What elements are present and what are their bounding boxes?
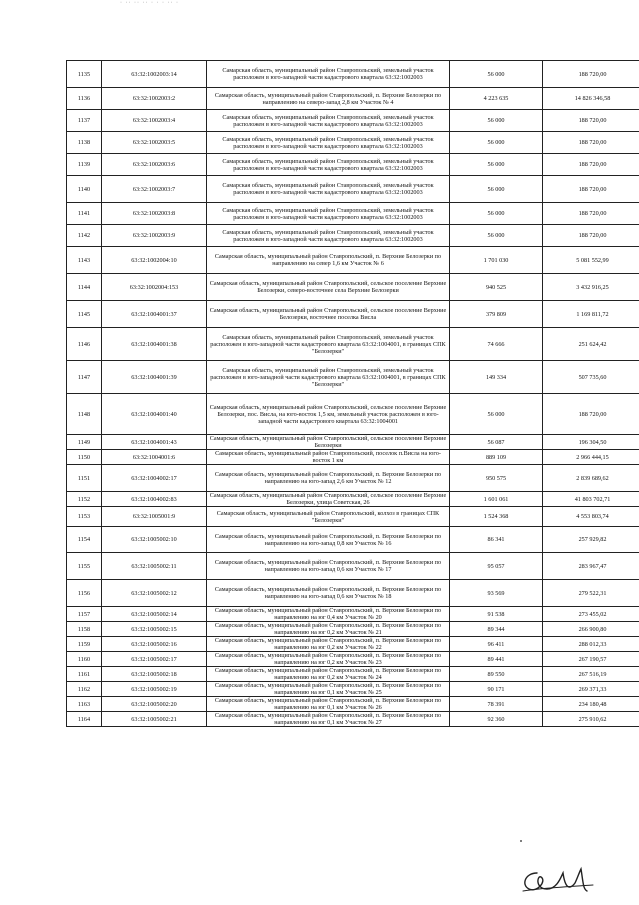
cadastral-number-cell: 63:32:1005002:11	[102, 553, 207, 580]
cadastral-value-cell: 188 720,00	[543, 154, 639, 176]
cadastral-number-cell: 63:32:1002003:8	[102, 203, 207, 225]
land-parcel-table	[66, 60, 639, 727]
table-row	[67, 394, 639, 435]
cadastral-value-cell: 507 735,60	[543, 361, 639, 394]
table-row	[67, 154, 639, 176]
row-number-cell: 1136	[67, 88, 102, 110]
address-cell: Самарская область, муниципальный район Ставропольский, п. Верхние Белозерки по направлению на северо-запад 2,8 км Участок № 4	[207, 88, 450, 110]
table-row	[67, 712, 639, 727]
address-cell: Самарская область, муниципальный район Ставропольский, земельный участок расположен в юго-западной части кадастрового квартала 63:32:1002003	[207, 225, 450, 247]
cadastral-number-cell: 63:32:1004001:37	[102, 301, 207, 328]
row-number-cell: 1153	[67, 507, 102, 527]
cadastral-number-cell: 63:32:1004001:39	[102, 361, 207, 394]
address-cell: Самарская область, муниципальный район Ставропольский, сельское поселение Верхние Белозерки	[207, 435, 450, 450]
address-cell: Самарская область, муниципальный район Ставропольский, земельный участок расположен в юго-западной части кадастрового квартала 63:32:1004001, в границах СПК "Белозерки"	[207, 361, 450, 394]
table-row	[67, 607, 639, 622]
cadastral-number-cell: 63:32:1002003:2	[102, 88, 207, 110]
area-cell: 56 087	[450, 435, 543, 450]
table-row	[67, 580, 639, 607]
table-row	[67, 88, 639, 110]
area-cell: 1 701 030	[450, 247, 543, 274]
area-cell: 92 360	[450, 712, 543, 727]
cadastral-value-cell: 14 826 346,58	[543, 88, 639, 110]
row-number-cell: 1138	[67, 132, 102, 154]
row-number-cell: 1142	[67, 225, 102, 247]
table-row	[67, 328, 639, 361]
cadastral-number-cell: 63:32:1005002:16	[102, 637, 207, 652]
cadastral-value-cell: 5 081 552,99	[543, 247, 639, 274]
address-cell: Самарская область, муниципальный район Ставропольский, п. Верхние Белозерки по направлению на юго-запад 2,6 км Участок № 12	[207, 465, 450, 492]
cadastral-value-cell: 267 516,19	[543, 667, 639, 682]
cadastral-number-cell: 63:32:1002004:10	[102, 247, 207, 274]
row-number-cell: 1154	[67, 527, 102, 553]
cadastral-value-cell: 273 455,02	[543, 607, 639, 622]
cadastral-value-cell: 2 966 444,15	[543, 450, 639, 465]
table-row	[67, 527, 639, 553]
address-cell: Самарская область, муниципальный район Ставропольский, земельный участок расположен в юго-западной части кадастрового квартала 63:32:1002003	[207, 132, 450, 154]
table-row	[67, 247, 639, 274]
address-cell: Самарская область, муниципальный район Ставропольский, п. Верхние Белозерки по направлению на юг 0,1 км Участок № 26	[207, 697, 450, 712]
row-number-cell: 1143	[67, 247, 102, 274]
area-cell: 78 391	[450, 697, 543, 712]
row-number-cell: 1139	[67, 154, 102, 176]
cadastral-number-cell: 63:32:1005002:20	[102, 697, 207, 712]
cadastral-number-cell: 63:32:1004001:43	[102, 435, 207, 450]
cadastral-value-cell: 279 522,31	[543, 580, 639, 607]
row-number-cell: 1159	[67, 637, 102, 652]
row-number-cell: 1141	[67, 203, 102, 225]
cadastral-value-cell: 188 720,00	[543, 132, 639, 154]
cadastral-value-cell: 188 720,00	[543, 61, 639, 88]
address-cell: Самарская область, муниципальный район Ставропольский, сельское поселение Верхние Белозерки, северо-восточнее села Верхние Белозерки	[207, 274, 450, 301]
row-number-cell: 1146	[67, 328, 102, 361]
cadastral-number-cell: 63:32:1004002:83	[102, 492, 207, 507]
address-cell: Самарская область, муниципальный район Ставропольский, сельское поселение Верхние Белозерки, улица Советская, 26	[207, 492, 450, 507]
address-cell: Самарская область, муниципальный район Ставропольский, п. Верхние Белозерки по направлению на юго-запад 0,6 км Участок № 18	[207, 580, 450, 607]
address-cell: Самарская область, муниципальный район Ставропольский, п. Верхние Белозерки по направлению на юг 0,4 км Участок № 20	[207, 607, 450, 622]
cadastral-number-cell: 63:32:1002004:153	[102, 274, 207, 301]
table-row	[67, 667, 639, 682]
cadastral-value-cell: 4 553 803,74	[543, 507, 639, 527]
cadastral-value-cell: 275 910,62	[543, 712, 639, 727]
table-row	[67, 465, 639, 492]
area-cell: 74 666	[450, 328, 543, 361]
row-number-cell: 1157	[67, 607, 102, 622]
cadastral-value-cell: 288 012,33	[543, 637, 639, 652]
table-row	[67, 435, 639, 450]
area-cell: 149 334	[450, 361, 543, 394]
area-cell: 56 000	[450, 110, 543, 132]
cadastral-value-cell: 188 720,00	[543, 394, 639, 435]
address-cell: Самарская область, муниципальный район Ставропольский, п. Верхние Белозерки по направлению на север 1,6 км Участок № 6	[207, 247, 450, 274]
table-row	[67, 132, 639, 154]
row-number-cell: 1135	[67, 61, 102, 88]
address-cell: Самарская область, муниципальный район Ставропольский, сельское поселение Верхние Белозерки, пос. Висла, на юго-восток 1,5 км, земельный участок расположен в юго-западной части кадастрового квартала 63:32:1004001	[207, 394, 450, 435]
area-cell: 4 223 635	[450, 88, 543, 110]
address-cell: Самарская область, муниципальный район Ставропольский, земельный участок расположен в юго-западной части кадастрового квартала 63:32:1002003	[207, 176, 450, 203]
scan-mark	[520, 840, 522, 842]
table-row	[67, 682, 639, 697]
area-cell: 940 525	[450, 274, 543, 301]
cadastral-value-cell: 3 432 916,25	[543, 274, 639, 301]
cadastral-value-cell: 1 169 811,72	[543, 301, 639, 328]
area-cell: 96 411	[450, 637, 543, 652]
cadastral-number-cell: 63:32:1005002:19	[102, 682, 207, 697]
table-row	[67, 361, 639, 394]
area-cell: 56 000	[450, 154, 543, 176]
cadastral-number-cell: 63:32:1005002:15	[102, 622, 207, 637]
table-row	[67, 450, 639, 465]
row-number-cell: 1137	[67, 110, 102, 132]
row-number-cell: 1144	[67, 274, 102, 301]
scan-header-fragment: · ·· ·· ·· · · · ·· ·	[120, 0, 179, 6]
area-cell: 95 057	[450, 553, 543, 580]
area-cell: 89 550	[450, 667, 543, 682]
address-cell: Самарская область, муниципальный район Ставропольский, п. Верхние Белозерки по направлению на юг 0,2 км Участок № 21	[207, 622, 450, 637]
cadastral-number-cell: 63:32:1002003:9	[102, 225, 207, 247]
row-number-cell: 1164	[67, 712, 102, 727]
cadastral-number-cell: 63:32:1005002:10	[102, 527, 207, 553]
cadastral-value-cell: 188 720,00	[543, 176, 639, 203]
cadastral-number-cell: 63:32:1005002:12	[102, 580, 207, 607]
cadastral-number-cell: 63:32:1004002:17	[102, 465, 207, 492]
row-number-cell: 1163	[67, 697, 102, 712]
cadastral-number-cell: 63:32:1005002:17	[102, 652, 207, 667]
area-cell: 56 000	[450, 203, 543, 225]
row-number-cell: 1151	[67, 465, 102, 492]
area-cell: 56 000	[450, 61, 543, 88]
cadastral-value-cell: 266 900,80	[543, 622, 639, 637]
area-cell: 89 344	[450, 622, 543, 637]
cadastral-number-cell: 63:32:1004001:40	[102, 394, 207, 435]
row-number-cell: 1156	[67, 580, 102, 607]
row-number-cell: 1162	[67, 682, 102, 697]
cadastral-number-cell: 63:32:1002003:5	[102, 132, 207, 154]
area-cell: 889 109	[450, 450, 543, 465]
row-number-cell: 1150	[67, 450, 102, 465]
address-cell: Самарская область, муниципальный район Ставропольский, п. Верхние Белозерки по направлению на юг 0,2 км Участок № 23	[207, 652, 450, 667]
address-cell: Самарская область, муниципальный район Ставропольский, земельный участок расположен в юго-западной части кадастрового квартала 63:32:1002003	[207, 61, 450, 88]
cadastral-number-cell: 63:32:1002003:4	[102, 110, 207, 132]
area-cell: 89 441	[450, 652, 543, 667]
area-cell: 56 000	[450, 176, 543, 203]
cadastral-value-cell: 267 190,57	[543, 652, 639, 667]
cadastral-value-cell: 188 720,00	[543, 225, 639, 247]
table-row	[67, 652, 639, 667]
area-cell: 56 000	[450, 132, 543, 154]
row-number-cell: 1149	[67, 435, 102, 450]
cadastral-number-cell: 63:32:1004001:38	[102, 328, 207, 361]
area-cell: 56 000	[450, 225, 543, 247]
row-number-cell: 1147	[67, 361, 102, 394]
row-number-cell: 1158	[67, 622, 102, 637]
cadastral-number-cell: 63:32:1005002:21	[102, 712, 207, 727]
area-cell: 1 601 061	[450, 492, 543, 507]
row-number-cell: 1152	[67, 492, 102, 507]
cadastral-number-cell: 63:32:1004001:6	[102, 450, 207, 465]
address-cell: Самарская область, муниципальный район Ставропольский, поселок п.Висла на юго-восток 1 км	[207, 450, 450, 465]
cadastral-value-cell: 251 624,42	[543, 328, 639, 361]
address-cell: Самарская область, муниципальный район Ставропольский, п. Верхние Белозерки по направлению на юг 0,2 км Участок № 24	[207, 667, 450, 682]
address-cell: Самарская область, муниципальный район Ставропольский, п. Верхние Белозерки по направлению на юг 0,2 км Участок № 22	[207, 637, 450, 652]
table-row	[67, 507, 639, 527]
table-body	[67, 61, 639, 727]
address-cell: Самарская область, муниципальный район Ставропольский, земельный участок расположен в юго-западной части кадастрового квартала 63:32:1002003	[207, 154, 450, 176]
area-cell: 56 000	[450, 394, 543, 435]
row-number-cell: 1155	[67, 553, 102, 580]
area-cell: 93 569	[450, 580, 543, 607]
cadastral-number-cell: 63:32:1005002:14	[102, 607, 207, 622]
table-row	[67, 697, 639, 712]
address-cell: Самарская область, муниципальный район Ставропольский, земельный участок расположен в юго-западной части кадастрового квартала 63:32:1002003	[207, 110, 450, 132]
table-row	[67, 176, 639, 203]
cadastral-number-cell: 63:32:1005002:18	[102, 667, 207, 682]
table-row	[67, 203, 639, 225]
table-row	[67, 110, 639, 132]
address-cell: Самарская область, муниципальный район Ставропольский, земельный участок расположен в юго-западной части кадастрового квартала 63:32:1002003	[207, 203, 450, 225]
row-number-cell: 1160	[67, 652, 102, 667]
cadastral-value-cell: 188 720,00	[543, 203, 639, 225]
table-row	[67, 225, 639, 247]
cadastral-value-cell: 283 967,47	[543, 553, 639, 580]
address-cell: Самарская область, муниципальный район Ставропольский, сельское поселение Верхние Белозерки, восточнее поселка Висла	[207, 301, 450, 328]
table-row	[67, 61, 639, 88]
area-cell: 90 171	[450, 682, 543, 697]
table-row	[67, 622, 639, 637]
table-row	[67, 301, 639, 328]
table-row	[67, 274, 639, 301]
address-cell: Самарская область, муниципальный район Ставропольский, п. Верхние Белозерки по направлению на юг 0,1 км Участок № 25	[207, 682, 450, 697]
cadastral-value-cell: 234 180,48	[543, 697, 639, 712]
row-number-cell: 1161	[67, 667, 102, 682]
cadastral-value-cell: 41 803 702,71	[543, 492, 639, 507]
cadastral-number-cell: 63:32:1002003:7	[102, 176, 207, 203]
address-cell: Самарская область, муниципальный район Ставропольский, п. Верхние Белозерки по направлению на юго-запад 0,8 км Участок № 16	[207, 527, 450, 553]
cadastral-number-cell: 63:32:1002003:14	[102, 61, 207, 88]
row-number-cell: 1145	[67, 301, 102, 328]
area-cell: 91 538	[450, 607, 543, 622]
handwritten-signature	[517, 863, 597, 899]
area-cell: 950 575	[450, 465, 543, 492]
cadastral-value-cell: 2 839 689,62	[543, 465, 639, 492]
cadastral-number-cell: 63:32:1005001:9	[102, 507, 207, 527]
address-cell: Самарская область, муниципальный район Ставропольский, колхоз в границах СПК "Белозерки"	[207, 507, 450, 527]
table-row	[67, 492, 639, 507]
area-cell: 379 809	[450, 301, 543, 328]
cadastral-number-cell: 63:32:1002003:6	[102, 154, 207, 176]
cadastral-value-cell: 269 371,33	[543, 682, 639, 697]
table-row	[67, 637, 639, 652]
cadastral-value-cell: 188 720,00	[543, 110, 639, 132]
area-cell: 1 524 368	[450, 507, 543, 527]
address-cell: Самарская область, муниципальный район Ставропольский, п. Верхние Белозерки по направлению на юго-запад 0,6 км Участок № 17	[207, 553, 450, 580]
table-row	[67, 553, 639, 580]
address-cell: Самарская область, муниципальный район Ставропольский, земельный участок расположен в юго-западной части кадастрового квартала 63:32:1004001, в границах СПК "Белозерки"	[207, 328, 450, 361]
cadastral-value-cell: 196 304,50	[543, 435, 639, 450]
address-cell: Самарская область, муниципальный район Ставропольский, п. Верхние Белозерки по направлению на юг 0,1 км Участок № 27	[207, 712, 450, 727]
row-number-cell: 1148	[67, 394, 102, 435]
area-cell: 86 341	[450, 527, 543, 553]
cadastral-value-cell: 257 929,82	[543, 527, 639, 553]
row-number-cell: 1140	[67, 176, 102, 203]
